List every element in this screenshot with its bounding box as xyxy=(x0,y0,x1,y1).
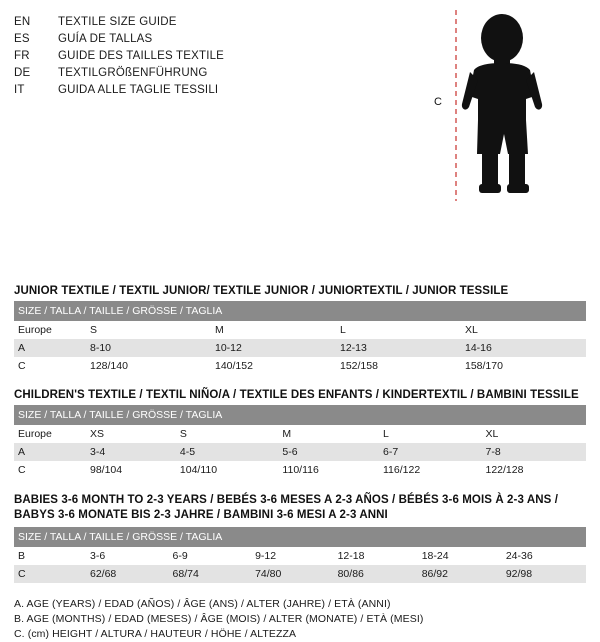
cell: 140/152 xyxy=(211,357,336,375)
cell: 12-13 xyxy=(336,339,461,357)
row-label: C xyxy=(14,565,86,583)
language-code: FR xyxy=(14,50,30,62)
cell: 80/86 xyxy=(334,565,418,583)
language-text: GUIDE DES TAILLES TEXTILE xyxy=(58,50,225,62)
cell: 152/158 xyxy=(336,357,461,375)
row-label: C xyxy=(14,461,86,479)
language-row xyxy=(14,65,444,82)
section-title-children: CHILDREN'S TEXTILE / TEXTIL NIÑO/A / TEXTILE DES ENFANTS / KINDERTEXTIL / BAMBINI TESSILE xyxy=(14,389,579,401)
legend-item-b: B. AGE (MONTHS) / EDAD (MESES) / ÂGE (MOIS) / ALTER (MONATE) / ETÀ (MESI) xyxy=(14,613,424,625)
language-text: TEXTILGRÖßENFÜHRUNG xyxy=(58,67,208,79)
table-head-row xyxy=(14,301,586,321)
cell: 98/104 xyxy=(86,461,176,479)
cell: XS xyxy=(86,425,176,443)
row-label: Europe xyxy=(14,321,86,339)
cell: 6-7 xyxy=(379,443,482,461)
language-row xyxy=(14,14,444,31)
table-head-row xyxy=(14,405,586,425)
language-row xyxy=(14,48,444,65)
legend-item-a: A. AGE (YEARS) / EDAD (AÑOS) / ÂGE (ANS) / ALTER (JAHRE) / ETÀ (ANNI) xyxy=(14,598,391,610)
cell: 9-12 xyxy=(251,547,334,565)
cell: L xyxy=(336,321,461,339)
table-head-label: SIZE / TALLA / TAILLE / GRÖSSE / TAGLIA xyxy=(14,527,586,547)
row-label: A xyxy=(14,443,86,461)
figure-torso xyxy=(469,63,535,128)
row-label: C xyxy=(14,357,86,375)
table-row xyxy=(14,321,586,339)
table-row xyxy=(14,565,586,583)
figure-left-foot xyxy=(479,184,501,193)
cell: 24-36 xyxy=(502,547,586,565)
legend xyxy=(14,597,586,642)
figure-right-leg xyxy=(509,151,525,187)
row-label: A xyxy=(14,339,86,357)
cell: 7-8 xyxy=(482,443,587,461)
section-junior xyxy=(14,285,586,375)
section-title-junior: JUNIOR TEXTILE / TEXTIL JUNIOR/ TEXTILE JUNIOR / JUNIORTEXTIL / JUNIOR TESSILE xyxy=(14,285,509,297)
cell: 92/98 xyxy=(502,565,586,583)
children-size-table xyxy=(14,405,586,479)
child-silhouette-icon xyxy=(434,8,584,203)
table-row xyxy=(14,339,586,357)
cell: 4-5 xyxy=(176,443,279,461)
child-silhouette-figure xyxy=(434,8,584,203)
table-row xyxy=(14,425,586,443)
language-row xyxy=(14,31,444,48)
figure-shorts xyxy=(477,120,528,154)
language-text: TEXTILE SIZE GUIDE xyxy=(58,16,177,28)
section-children xyxy=(14,389,586,479)
language-code: IT xyxy=(14,84,25,96)
language-list xyxy=(14,14,444,99)
table-row xyxy=(14,547,586,565)
cell: L xyxy=(379,425,482,443)
section-title-babies: BABIES 3-6 MONTH TO 2-3 YEARS / BEBÉS 3-6 MESES A 2-3 AÑOS / BÉBÉS 3-6 MOIS À 2-3 ANS / BABYS 3-6 MONATE BIS 2-3 JAHRE / BAMBINI 3-6 MESI A 2-3 ANNI xyxy=(14,494,558,521)
figure-head xyxy=(481,14,523,62)
cell: M xyxy=(278,425,379,443)
cell: 104/110 xyxy=(176,461,279,479)
cell: 110/116 xyxy=(278,461,379,479)
cell: 3-4 xyxy=(86,443,176,461)
table-head-row xyxy=(14,527,586,547)
height-marker-label: C xyxy=(434,96,442,108)
cell: 14-16 xyxy=(461,339,586,357)
cell: 116/122 xyxy=(379,461,482,479)
table-head-label: SIZE / TALLA / TAILLE / GRÖSSE / TAGLIA xyxy=(14,405,586,425)
cell: 62/68 xyxy=(86,565,169,583)
row-label: B xyxy=(14,547,86,565)
language-text: GUÍA DE TALLAS xyxy=(58,33,153,45)
figure-left-leg xyxy=(482,151,498,187)
cell: 10-12 xyxy=(211,339,336,357)
cell: S xyxy=(176,425,279,443)
language-code: DE xyxy=(14,67,31,79)
table-row xyxy=(14,461,586,479)
figure-right-foot xyxy=(507,184,529,193)
cell: XL xyxy=(482,425,587,443)
cell: 128/140 xyxy=(86,357,211,375)
language-code: ES xyxy=(14,33,30,45)
cell: S xyxy=(86,321,211,339)
cell: 68/74 xyxy=(169,565,252,583)
table-row xyxy=(14,443,586,461)
cell: 3-6 xyxy=(86,547,169,565)
language-row xyxy=(14,82,444,99)
cell: 5-6 xyxy=(278,443,379,461)
section-babies xyxy=(14,493,586,583)
language-text: GUIDA ALLE TAGLIE TESSILI xyxy=(58,84,219,96)
row-label: Europe xyxy=(14,425,86,443)
language-code: EN xyxy=(14,16,31,28)
cell: M xyxy=(211,321,336,339)
babies-size-table xyxy=(14,527,586,583)
cell: 18-24 xyxy=(418,547,502,565)
cell: XL xyxy=(461,321,586,339)
cell: 86/92 xyxy=(418,565,502,583)
cell: 122/128 xyxy=(482,461,587,479)
cell: 8-10 xyxy=(86,339,211,357)
cell: 6-9 xyxy=(169,547,252,565)
cell: 74/80 xyxy=(251,565,334,583)
cell: 12-18 xyxy=(334,547,418,565)
junior-size-table xyxy=(14,301,586,375)
legend-item-c: C. (cm) HEIGHT / ALTURA / HAUTEUR / HÖHE / ALTEZZA xyxy=(14,628,297,640)
table-row xyxy=(14,357,586,375)
cell: 158/170 xyxy=(461,357,586,375)
table-head-label: SIZE / TALLA / TAILLE / GRÖSSE / TAGLIA xyxy=(14,301,586,321)
